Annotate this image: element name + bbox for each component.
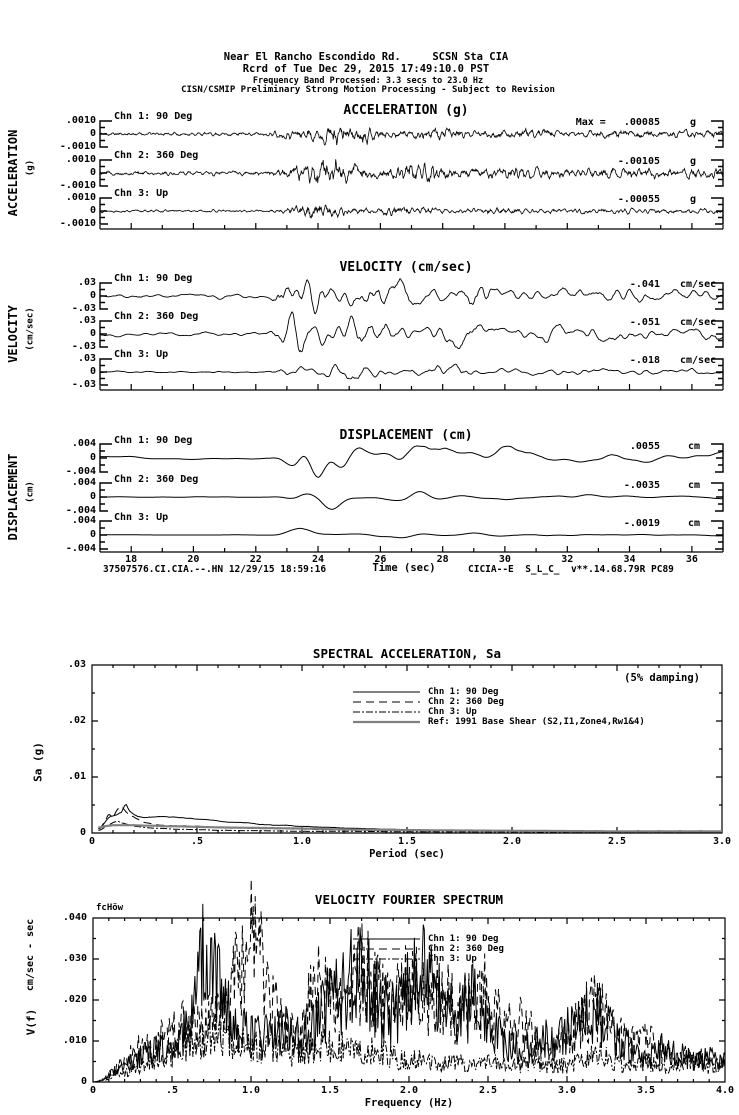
sa-legend-label-2: Chn 2: 360 Deg	[428, 696, 504, 707]
fourier-xtick-3.0: 3.0	[557, 1085, 577, 1096]
velocity-chn-1-left-bracket	[100, 283, 112, 309]
acceleration-chn-3-left-bracket	[100, 198, 112, 224]
acceleration-chn-1-ytick-top: .0010	[65, 115, 96, 126]
fourier-ytick-.030: .030	[62, 953, 87, 964]
fourier-ytick-.040: .040	[62, 912, 87, 923]
velocity-chn-3-trace	[100, 364, 723, 379]
acceleration-chn-3-ytick-top: .0010	[65, 192, 96, 203]
acceleration-yunit: (g)	[25, 159, 36, 177]
sa-xtick-2.5: 2.5	[607, 836, 627, 847]
fourier-ytick-.020: .020	[62, 994, 87, 1005]
time-tick-label-20: 20	[187, 554, 200, 565]
velocity-chn-2-label: Chn 2: 360 Deg	[114, 311, 199, 322]
fourier-frame	[93, 918, 725, 1082]
displacement-chn-3-ytick-bottom: -.004	[65, 543, 96, 554]
sa-ylabel: Sa (g)	[31, 742, 45, 782]
sa-ytick-.01: .01	[67, 771, 86, 782]
velocity-title: VELOCITY (cm/sec)	[339, 260, 473, 275]
velocity-time-axis	[100, 384, 723, 390]
velocity-chn-3-left-bracket	[100, 359, 112, 385]
displacement-title: DISPLACEMENT (cm)	[339, 428, 473, 443]
acceleration-chn-1-left-bracket	[100, 121, 112, 147]
acceleration-chn-2-right-bracket	[711, 160, 723, 186]
fourier-ytick-0: 0	[80, 1076, 87, 1087]
time-axis-label: Time (sec)	[372, 562, 436, 574]
displacement-chn-2-ytick-zero: 0	[89, 491, 96, 502]
fourier-xtick-4.0: 4.0	[715, 1085, 735, 1096]
velocity-chn-3-peak-value: -.018	[629, 355, 660, 366]
acceleration-chn-3-peak-value: -.00055	[617, 194, 660, 205]
velocity-ylabel: VELOCITY	[6, 305, 20, 363]
fourier-yunit: cm/sec - sec	[25, 918, 36, 992]
sa-ytick-.02: .02	[67, 715, 86, 726]
velocity-chn-3-ytick-bottom: -.03	[71, 379, 96, 390]
displacement-chn-1-ytick-top: .004	[71, 438, 96, 449]
displacement-chn-3-peak-unit: cm	[688, 518, 701, 529]
time-tick-label-28: 28	[436, 554, 449, 565]
fourier-xtick-2.5: 2.5	[478, 1085, 498, 1096]
acceleration-chn-2-ytick-bottom: -.0010	[59, 180, 96, 191]
sa-legend-label-3: Chn 3: Up	[428, 706, 477, 717]
acceleration-chn-1-peak-unit: g	[690, 117, 697, 128]
acceleration-chn-2-peak-unit: g	[690, 156, 697, 167]
velocity-chn-2-peak-unit: cm/sec	[680, 317, 717, 328]
time-tick-label-30: 30	[498, 554, 511, 565]
acceleration-chn-3-ytick-zero: 0	[89, 205, 96, 216]
fourier-legend-label-2: Chn 2: 360 Deg	[428, 943, 504, 954]
velocity-chn-3-ytick-zero: 0	[89, 366, 96, 377]
velocity-chn-3-peak-unit: cm/sec	[680, 355, 717, 366]
header-disclaimer-line: CISN/CSMIP Preliminary Strong Motion Processing - Subject to Revision	[181, 85, 555, 95]
displacement-chn-1-peak-unit: cm	[688, 441, 701, 452]
acceleration-chn-2-left-bracket	[100, 160, 112, 186]
displacement-chn-2-left-bracket	[100, 483, 112, 511]
displacement-chn-1-ytick-zero: 0	[89, 452, 96, 463]
velocity-chn-1-label: Chn 1: 90 Deg	[114, 273, 193, 284]
fourier-legend-label-3: Chn 3: Up	[428, 953, 477, 964]
velocity-chn-2-ytick-zero: 0	[89, 328, 96, 339]
fourier-xtick-2.0: 2.0	[399, 1085, 419, 1096]
spectral-acceleration-title: SPECTRAL ACCELERATION, Sa	[312, 646, 502, 661]
displacement-ylabel: DISPLACEMENT	[6, 453, 20, 541]
acceleration-chn-3-trace	[100, 205, 723, 218]
acceleration-chn-2-peak-value: -.00105	[617, 156, 660, 167]
sa-series-3	[98, 821, 722, 832]
velocity-chn-1-peak-unit: cm/sec	[680, 279, 717, 290]
header-freq-band-line: Frequency Band Processed: 3.3 secs to 23.0 Hz	[252, 76, 484, 86]
velocity-chn-2-ytick-bottom: -.03	[71, 341, 96, 352]
fourier-xtick-.5: .5	[165, 1085, 179, 1096]
acceleration-chn-1-peak-value: Max = .00085	[575, 117, 660, 128]
velocity-chn-1-ytick-bottom: -.03	[71, 303, 96, 314]
acceleration-time-axis	[100, 223, 723, 229]
displacement-chn-1-label: Chn 1: 90 Deg	[114, 435, 193, 446]
fourier-spectrum-title: VELOCITY FOURIER SPECTRUM	[314, 892, 504, 907]
displacement-chn-3-ytick-zero: 0	[89, 529, 96, 540]
processing-id-footer: CICIA--E S_L_C_ v**.14.68.79R PC89	[468, 564, 674, 575]
sa-series-1	[98, 805, 722, 832]
time-tick-label-36: 36	[685, 554, 698, 565]
displacement-time-axis	[100, 546, 723, 552]
velocity-yunit: (cm/sec)	[25, 307, 36, 351]
sa-ytick-.03: .03	[67, 659, 86, 670]
time-tick-label-34: 34	[623, 554, 636, 565]
fourier-xlabel: Frequency (Hz)	[364, 1097, 454, 1109]
displacement-chn-3-left-bracket	[100, 521, 112, 549]
sa-legend-label-1: Chn 1: 90 Deg	[428, 686, 499, 697]
sa-ytick-0: 0	[79, 827, 86, 838]
fourier-ylabel: V(f)	[24, 1008, 38, 1036]
time-tick-label-26: 26	[374, 554, 387, 565]
displacement-chn-3-label: Chn 3: Up	[114, 512, 169, 523]
displacement-chn-3-right-bracket	[711, 521, 723, 549]
acceleration-title: ACCELERATION (g)	[343, 103, 469, 118]
sa-series-2	[98, 807, 722, 833]
displacement-chn-3-ytick-top: .004	[71, 515, 96, 526]
sa-frame	[92, 665, 722, 833]
header-station-line: Near El Rancho Escondido Rd. SCSN Sta CIA	[223, 51, 509, 63]
velocity-chn-2-peak-value: -.051	[629, 317, 660, 328]
time-tick-label-22: 22	[249, 554, 262, 565]
sa-xtick-3.0: 3.0	[712, 836, 732, 847]
displacement-chn-2-ytick-top: .004	[71, 477, 96, 488]
fourier-xtick-1.0: 1.0	[241, 1085, 261, 1096]
acceleration-chn-3-ytick-bottom: -.0010	[59, 218, 96, 229]
acceleration-chn-1-label: Chn 1: 90 Deg	[114, 111, 193, 122]
fourier-xtick-3.5: 3.5	[636, 1085, 656, 1096]
sa-xtick-1.0: 1.0	[292, 836, 312, 847]
acceleration-chn-1-ytick-bottom: -.0010	[59, 141, 96, 152]
velocity-chn-1-peak-value: -.041	[629, 279, 660, 290]
displacement-chn-2-trace	[100, 492, 723, 510]
fourier-xtick-1.5: 1.5	[320, 1085, 340, 1096]
acceleration-chn-3-label: Chn 3: Up	[114, 188, 169, 199]
displacement-chn-2-peak-value: -.0035	[623, 480, 660, 491]
velocity-chn-3-label: Chn 3: Up	[114, 349, 169, 360]
time-tick-label-32: 32	[561, 554, 574, 565]
filter-corner-note: fcHöw	[96, 903, 124, 913]
displacement-chn-2-right-bracket	[711, 483, 723, 511]
time-tick-label-24: 24	[312, 554, 325, 565]
fourier-ytick-.010: .010	[62, 1035, 87, 1046]
damping-note: (5% damping)	[624, 672, 700, 684]
sa-xtick-2.0: 2.0	[502, 836, 522, 847]
sa-xlabel: Period (sec)	[369, 848, 445, 860]
displacement-chn-3-trace	[100, 528, 723, 537]
velocity-chn-2-left-bracket	[100, 321, 112, 347]
displacement-chn-1-peak-value: .0055	[629, 441, 660, 452]
acceleration-chn-2-ytick-top: .0010	[65, 154, 96, 165]
acceleration-chn-1-trace	[100, 128, 723, 145]
acceleration-chn-3-right-bracket	[711, 198, 723, 224]
displacement-chn-1-ytick-bottom: -.004	[65, 466, 96, 477]
acceleration-chn-3-peak-unit: g	[690, 194, 697, 205]
displacement-chn-1-left-bracket	[100, 444, 112, 472]
header-record-line: Rcrd of Tue Dec 29, 2015 17:49:10.0 PST	[242, 63, 490, 75]
record-id-footer: 37507576.CI.CIA.--.HN 12/29/15 18:59:16	[103, 564, 327, 575]
displacement-yunit: (cm)	[25, 481, 36, 503]
velocity-chn-2-ytick-top: .03	[77, 315, 96, 326]
sa-xtick-0: 0	[88, 836, 96, 847]
displacement-chn-2-ytick-bottom: -.004	[65, 505, 96, 516]
time-tick-label-18: 18	[125, 554, 138, 565]
fourier-series-3	[93, 1014, 725, 1082]
displacement-chn-2-peak-unit: cm	[688, 480, 701, 491]
displacement-chn-2-label: Chn 2: 360 Deg	[114, 474, 199, 485]
acceleration-chn-1-ytick-zero: 0	[89, 128, 96, 139]
acceleration-chn-2-ytick-zero: 0	[89, 167, 96, 178]
acceleration-chn-2-label: Chn 2: 360 Deg	[114, 150, 199, 161]
displacement-chn-3-peak-value: -.0019	[623, 518, 660, 529]
fourier-xtick-0: 0	[89, 1085, 97, 1096]
sa-legend-label-4: Ref: 1991 Base Shear (S2,I1,Zone4,Rw1&4)	[428, 716, 645, 727]
acceleration-ylabel: ACCELERATION	[6, 129, 20, 217]
acceleration-chn-1-right-bracket	[711, 121, 723, 147]
velocity-chn-1-ytick-top: .03	[77, 277, 96, 288]
sa-xtick-1.5: 1.5	[397, 836, 417, 847]
sa-xtick-.5: .5	[190, 836, 204, 847]
velocity-chn-1-ytick-zero: 0	[89, 290, 96, 301]
sa-series-4	[98, 825, 722, 831]
velocity-chn-3-ytick-top: .03	[77, 353, 96, 364]
fourier-series-2	[93, 879, 725, 1082]
fourier-series-1	[93, 904, 725, 1082]
displacement-chn-1-right-bracket	[711, 444, 723, 472]
fourier-legend-label-1: Chn 1: 90 Deg	[428, 933, 499, 944]
